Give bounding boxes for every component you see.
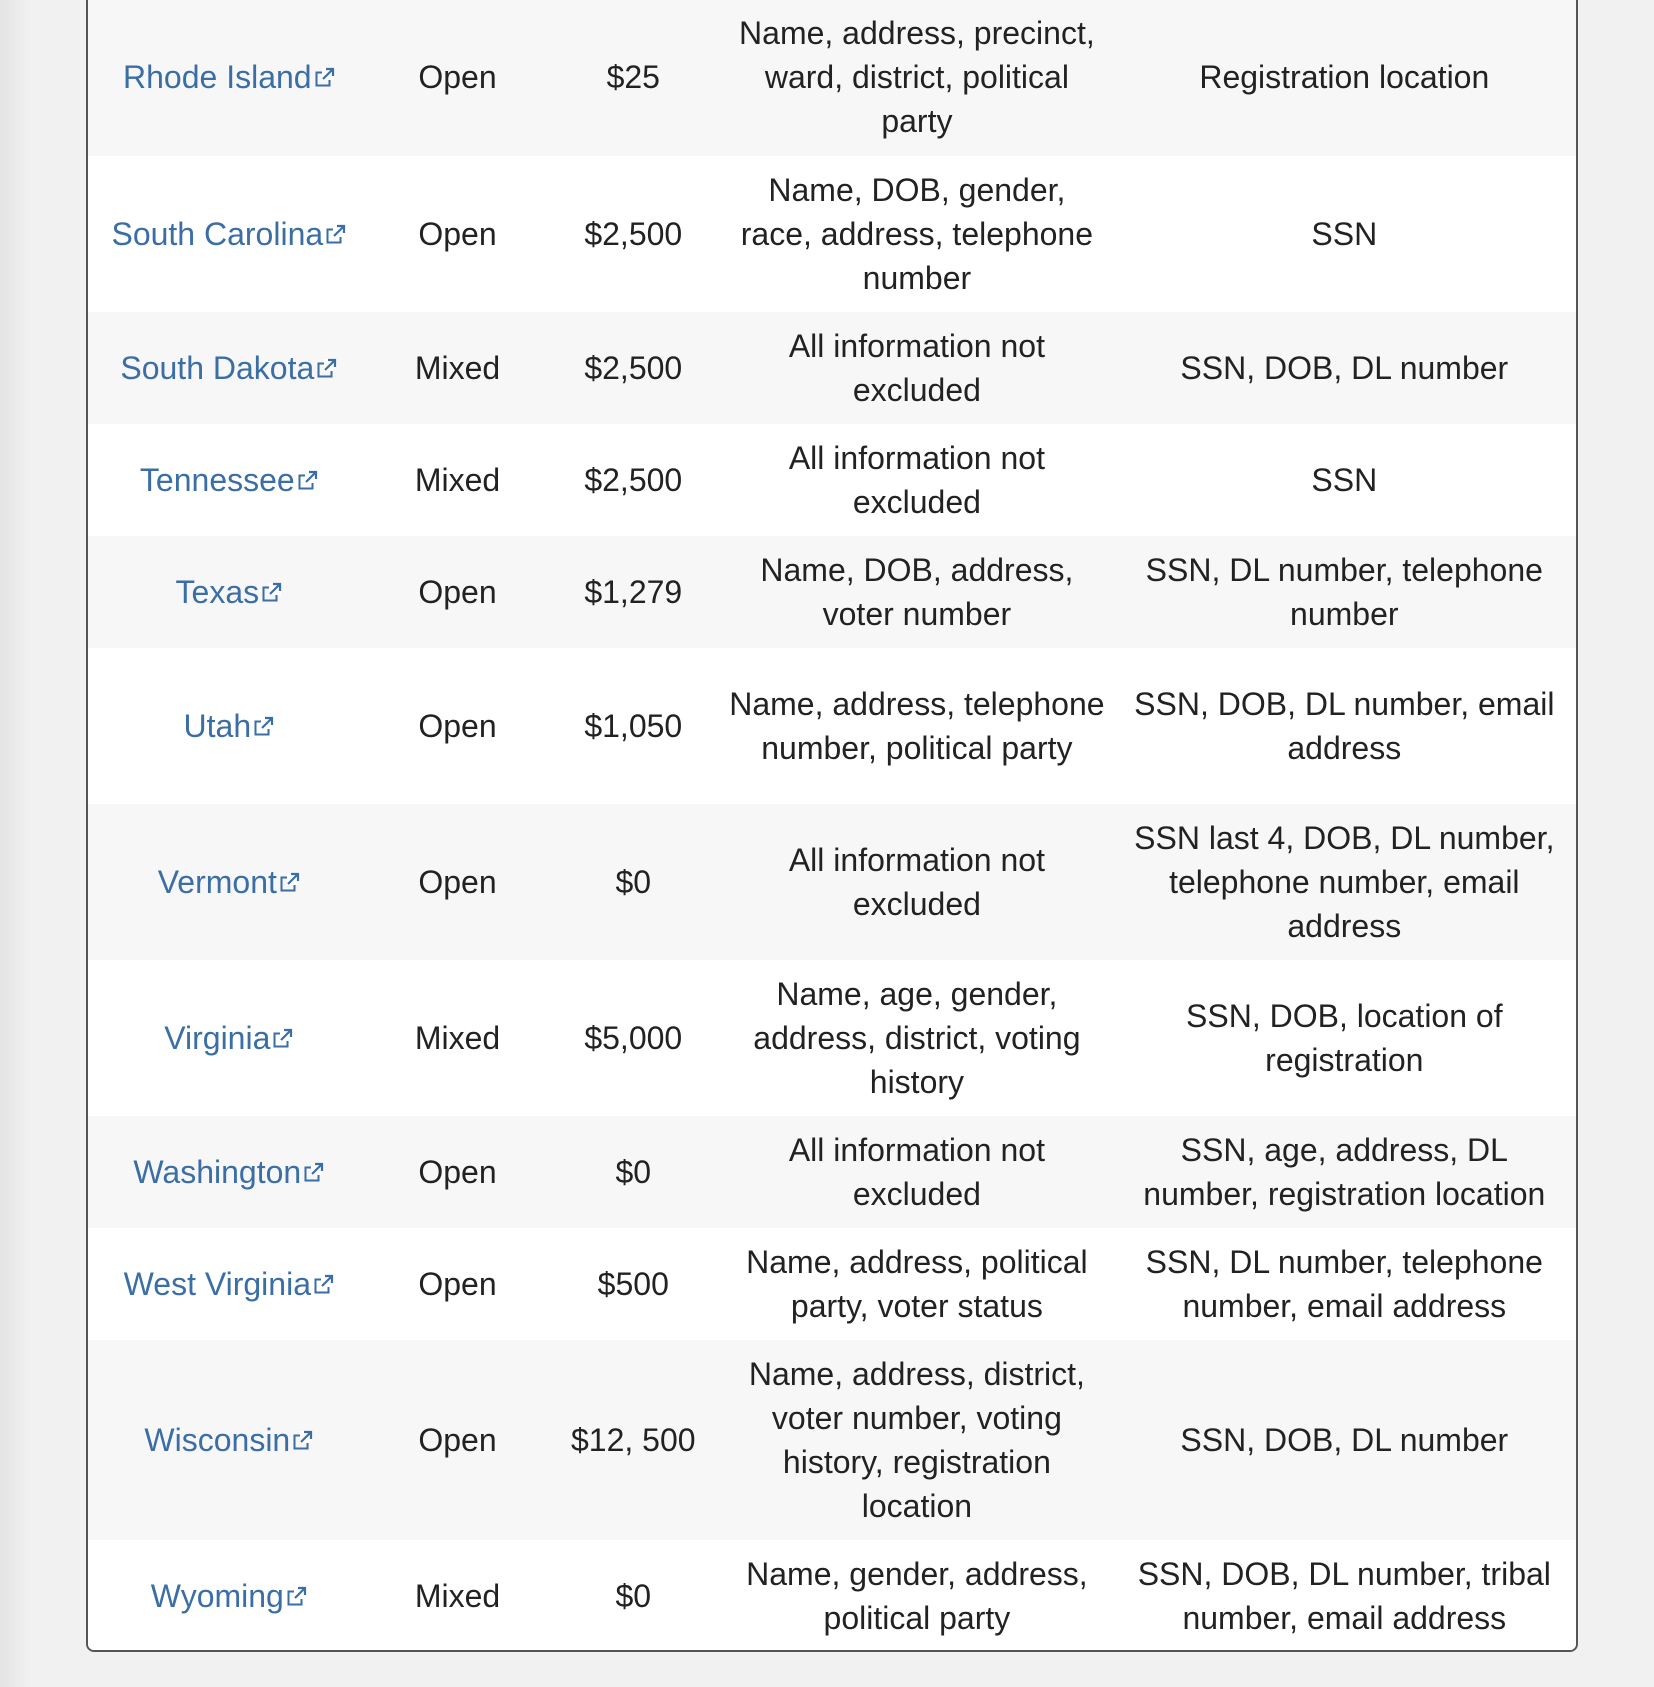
table-row [88, 0, 1576, 156]
state-cell [88, 55, 370, 99]
type-cell: Open [418, 1422, 497, 1458]
type-cell: Mixed [414, 1578, 501, 1614]
type-cell: Open [418, 864, 497, 900]
public-info-cell: Name, address, political party, voter status [746, 1244, 1088, 1324]
type-cell: Open [418, 1154, 497, 1190]
cost-cell: $500 [597, 1266, 669, 1302]
external-link-icon[interactable] [293, 1430, 313, 1450]
state-link[interactable]: Texas [175, 574, 260, 610]
cost-cell: $0 [615, 1154, 652, 1190]
public-info-cell: Name, DOB, gender, race, address, telephone number [740, 172, 1093, 296]
external-link-icon[interactable] [287, 1586, 307, 1606]
confidential-info-cell: Registration location [1199, 59, 1490, 95]
external-link-icon[interactable] [314, 1274, 334, 1294]
table-row [88, 536, 1576, 648]
table-row [88, 960, 1576, 1116]
state-cell [88, 1418, 370, 1462]
public-info-cell: All information not excluded [788, 1132, 1045, 1212]
table-row [88, 1228, 1576, 1340]
external-link-icon[interactable] [262, 582, 282, 602]
state-link[interactable]: Virginia [164, 1020, 271, 1056]
type-cell: Open [418, 216, 497, 252]
state-cell [88, 212, 370, 256]
cost-cell: $12, 500 [570, 1422, 696, 1458]
cost-cell: $0 [615, 864, 652, 900]
state-link[interactable]: Vermont [157, 864, 277, 900]
table-row [88, 1340, 1576, 1540]
confidential-info-cell: SSN [1311, 462, 1378, 498]
page-shadow [0, 0, 30, 1687]
state-cell [88, 1574, 370, 1618]
state-cell [88, 860, 370, 904]
table-row [88, 1540, 1576, 1652]
public-info-cell: All information not excluded [788, 842, 1045, 922]
type-cell: Open [418, 59, 497, 95]
state-link[interactable]: South Carolina [111, 216, 324, 252]
public-info-cell: All information not excluded [788, 328, 1045, 408]
confidential-info-cell: SSN, DL number, telephone number, email address [1145, 1244, 1543, 1324]
confidential-info-cell: SSN, DOB, DL number [1180, 350, 1509, 386]
public-info-cell: Name, gender, address, political party [746, 1556, 1088, 1636]
state-cell [88, 1262, 370, 1306]
table-row [88, 804, 1576, 960]
public-info-cell: Name, address, district, voter number, voting history, registration location [748, 1356, 1085, 1524]
state-cell [88, 1016, 370, 1060]
state-link[interactable]: Rhode Island [123, 59, 312, 95]
public-info-cell: Name, DOB, address, voter number [760, 552, 1074, 632]
type-cell: Open [418, 708, 497, 744]
state-cell [88, 346, 370, 390]
type-cell: Mixed [414, 1020, 501, 1056]
public-info-cell: Name, address, precinct, ward, district, political party [739, 15, 1095, 139]
confidential-info-cell: SSN, age, address, DL number, registration location [1143, 1132, 1546, 1212]
cost-cell: $1,279 [584, 574, 683, 610]
external-link-icon[interactable] [317, 358, 337, 378]
cost-cell: $2,500 [584, 462, 683, 498]
state-link[interactable]: Wyoming [150, 1578, 284, 1614]
cost-cell: $2,500 [584, 350, 683, 386]
cost-cell: $5,000 [584, 1020, 683, 1056]
public-info-cell: Name, age, gender, address, district, voting history [753, 976, 1081, 1100]
state-link[interactable]: Utah [183, 708, 252, 744]
state-cell [88, 458, 370, 502]
state-cell [88, 1150, 370, 1194]
confidential-info-cell: SSN, DOB, DL number, tribal number, email address [1137, 1556, 1551, 1636]
external-link-icon[interactable] [280, 872, 300, 892]
state-link[interactable]: South Dakota [120, 350, 315, 386]
cost-cell: $0 [615, 1578, 652, 1614]
state-link[interactable]: West Virginia [123, 1266, 311, 1302]
external-link-icon[interactable] [304, 1162, 324, 1182]
table-row [88, 156, 1576, 312]
type-cell: Mixed [414, 350, 501, 386]
type-cell: Mixed [414, 462, 501, 498]
state-link[interactable]: Tennessee [139, 462, 295, 498]
confidential-info-cell: SSN [1311, 216, 1378, 252]
table-row [88, 424, 1576, 536]
type-cell: Open [418, 574, 497, 610]
table-row [88, 648, 1576, 804]
type-cell: Open [418, 1266, 497, 1302]
confidential-info-cell: SSN, DL number, telephone number [1145, 552, 1543, 632]
public-info-cell: All information not excluded [788, 440, 1045, 520]
external-link-icon[interactable] [298, 470, 318, 490]
state-cell [88, 704, 370, 748]
state-link[interactable]: Washington [133, 1154, 302, 1190]
voter-data-table [86, 0, 1578, 1652]
public-info-cell: Name, address, telephone number, political party [729, 686, 1105, 766]
external-link-icon[interactable] [326, 224, 346, 244]
table-row [88, 312, 1576, 424]
state-cell [88, 570, 370, 614]
state-link[interactable]: Wisconsin [144, 1422, 291, 1458]
confidential-info-cell: SSN last 4, DOB, DL number, telephone number, email address [1134, 820, 1555, 944]
external-link-icon[interactable] [315, 67, 335, 87]
confidential-info-cell: SSN, DOB, DL number [1180, 1422, 1509, 1458]
confidential-info-cell: SSN, DOB, location of registration [1186, 998, 1503, 1078]
table-row [88, 1116, 1576, 1228]
external-link-icon[interactable] [254, 716, 274, 736]
cost-cell: $2,500 [584, 216, 683, 252]
cost-cell: $1,050 [584, 708, 683, 744]
cost-cell: $25 [606, 59, 660, 95]
external-link-icon[interactable] [273, 1028, 293, 1048]
confidential-info-cell: SSN, DOB, DL number, email address [1134, 686, 1555, 766]
